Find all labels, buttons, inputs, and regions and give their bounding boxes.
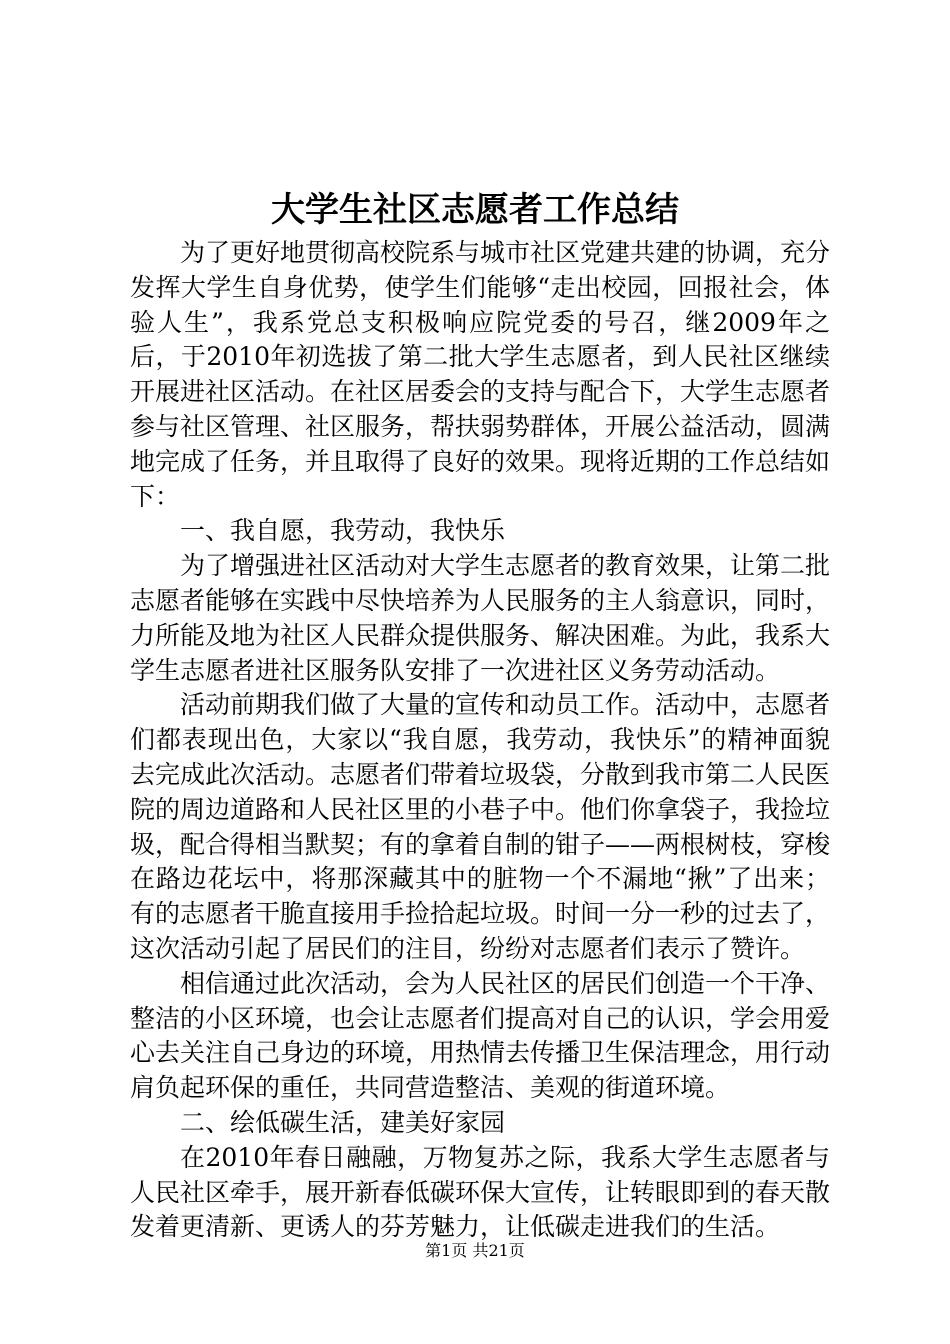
- paragraph-section2-intro: 在2010年春日融融，万物复苏之际，我系大学生志愿者与人民社区牵手，展开新春低碳环保大宣传，让转眼即到的春天散发着更清新、更诱人的芬芳魅力，让低碳走进我们的生活。: [130, 1142, 831, 1242]
- section-heading-2: 二、绘低碳生活，建美好家园: [180, 1107, 506, 1137]
- section-heading-1: 一、我自愿，我劳动，我快乐: [180, 516, 506, 546]
- paragraph-section1-result: 相信通过此次活动，会为人民社区的居民们创造一个干净、整洁的小区环境，也会让志愿者们提高对自己的认识，学会用爱心去关注自己身边的环境，用热情去传播卫生保洁理念，用行动肩负起环保的重任，共同营造整洁、美观的街道环境。: [130, 968, 831, 1103]
- paragraph-intro: 为了更好地贯彻高校院系与城市社区党建共建的协调，充分发挥大学生自身优势，使学生们能够“走出校园，回报社会，体验人生”，我系党总支积极响应院党委的号召，继2009年之后，于2010年初选拔了第二批大学生志愿者，到人民社区继续开展进社区活动。在社区居委会的支持与配合下，大学生志愿者参与社区管理、社区服务，帮扶弱势群体，开展公益活动，圆满地完成了任务，并且取得了良好的效果。现将近期的工作总结如下：: [130, 238, 831, 511]
- document-title: 大学生社区志愿者工作总结: [271, 190, 679, 230]
- page-number-footer: 第1页 共21页: [425, 1241, 525, 1260]
- paragraph-section1-activity: 活动前期我们做了大量的宣传和动员工作。活动中，志愿者们都表现出色，大家以“我自愿，我劳动，我快乐”的精神面貌去完成此次活动。志愿者们带着垃圾袋，分散到我市第二人民医院的周边道路和人民社区里的小巷子中。他们你拿袋子，我捡垃圾，配合得相当默契；有的拿着自制的钳子——两根树枝，穿梭在路边花坛中，将那深藏其中的脏物一个不漏地“揪”了出来；有的志愿者干脆直接用手捡拾起垃圾。时间一分一秒的过去了，这次活动引起了居民们的注目，纷纷对志愿者们表示了赞许。: [130, 690, 831, 963]
- document-body: [130, 236, 830, 1245]
- paragraph-section1-intro: 为了增强进社区活动对大学生志愿者的教育效果，让第二批志愿者能够在实践中尽快培养为人民服务的主人翁意识，同时，力所能及地为社区人民群众提供服务、解决困难。为此，我系大学生志愿者进社区服务队安排了一次进社区义务劳动活动。: [130, 551, 831, 685]
